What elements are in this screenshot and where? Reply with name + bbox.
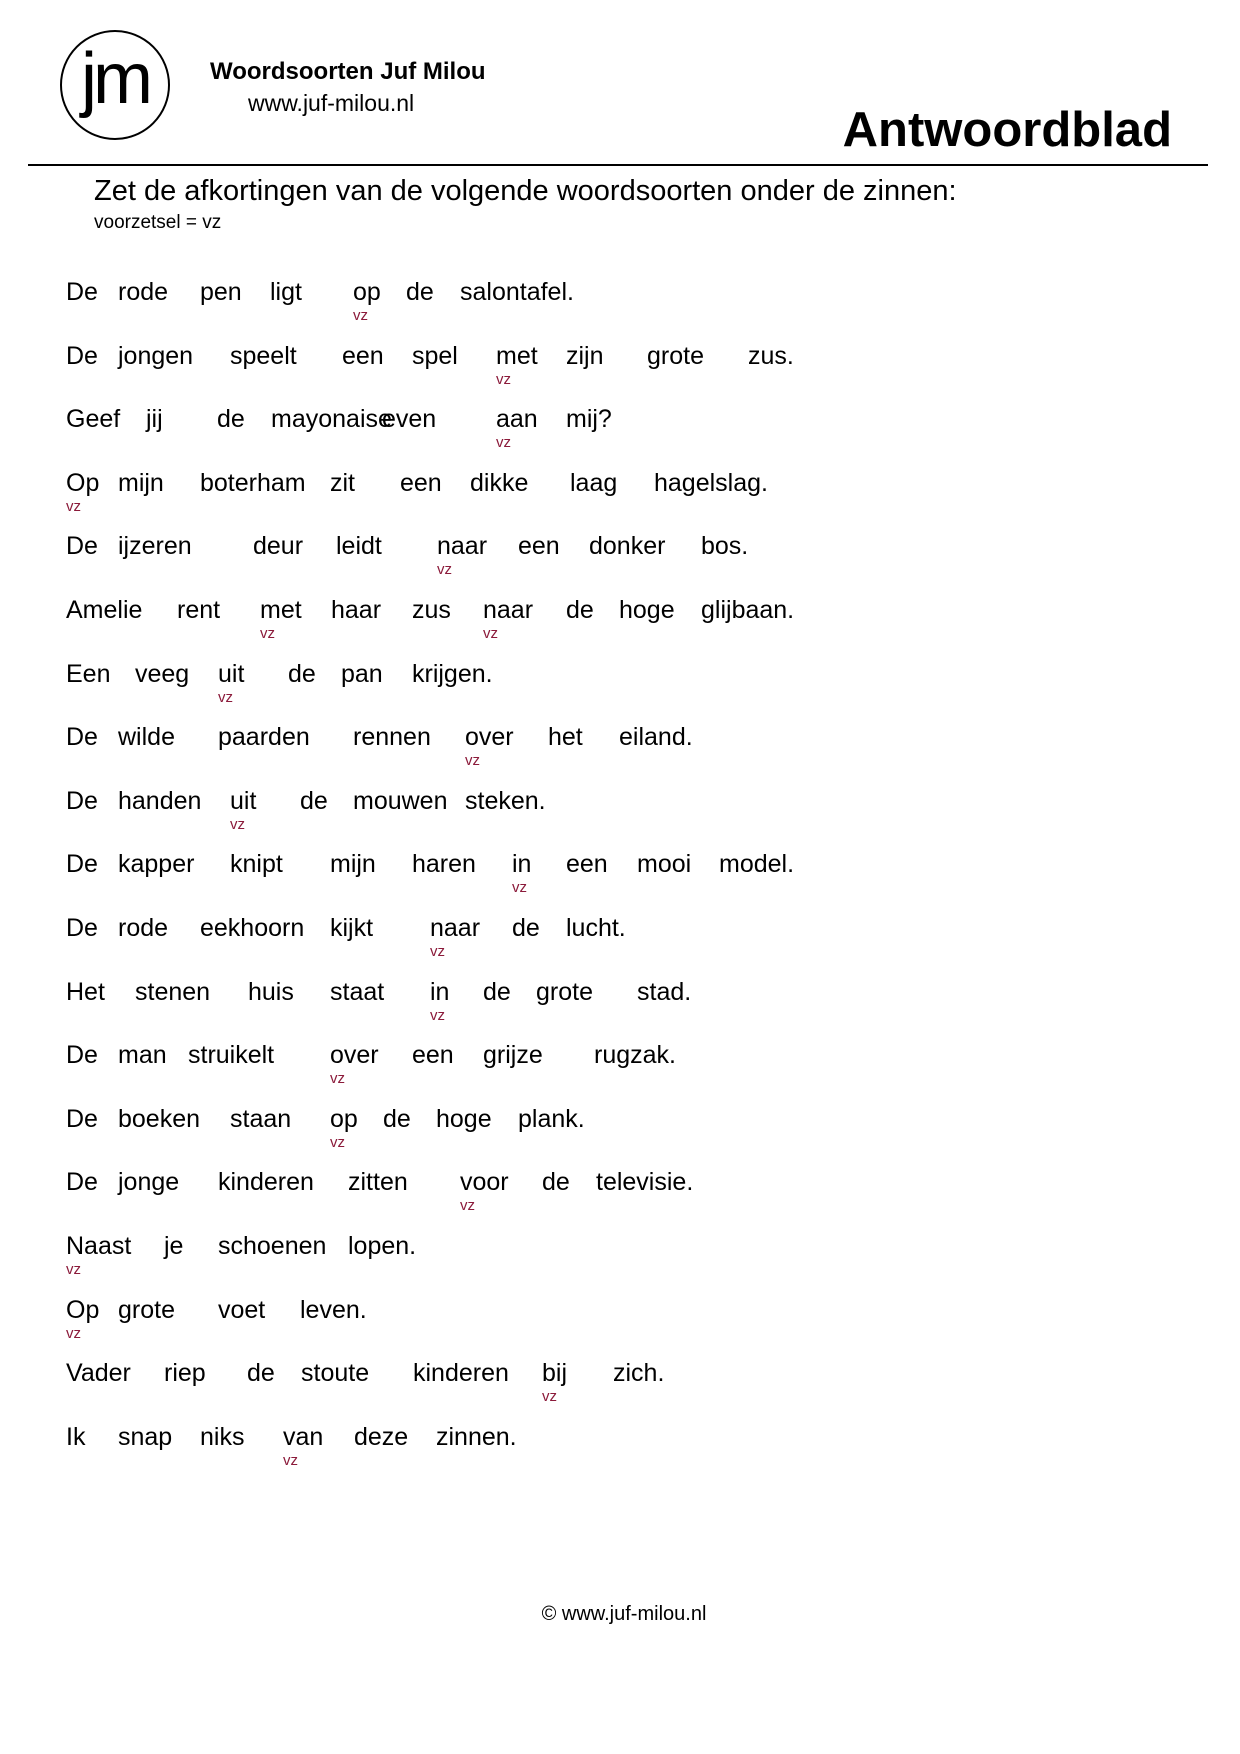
sentence-word: van vz — [283, 1422, 324, 1469]
sentence-word: een — [412, 1041, 454, 1070]
sentence-word: De — [66, 341, 98, 370]
sentence-row — [0, 404, 1240, 456]
sentence-word: rent — [177, 596, 221, 624]
sentence-word: haren — [412, 850, 476, 879]
word-type-tag: vz — [512, 879, 527, 897]
word-type-tag: vz — [218, 688, 233, 706]
sentence-word: De — [66, 850, 98, 879]
word-type-tag: vz — [542, 1388, 557, 1406]
sentence-row — [0, 1358, 1240, 1410]
sentence-row — [0, 1231, 1240, 1283]
word-type-tag: vz — [330, 1070, 345, 1088]
sentence-word: Ik — [66, 1422, 86, 1451]
sentence-word: mij? — [566, 405, 612, 434]
sentence-word: Naast vz — [66, 1232, 132, 1278]
sentence-word: model. — [719, 850, 795, 879]
sentence-word: kinderen — [218, 1168, 314, 1197]
sentence-word: kijkt — [330, 914, 374, 942]
sentence-word: De — [66, 532, 98, 561]
sentence-word: haar — [331, 596, 382, 624]
sentence-word: mooi — [637, 850, 692, 879]
sentence-word: riep — [164, 1359, 206, 1388]
sentence-word: over vz — [465, 723, 514, 770]
sentence-word: De — [66, 1168, 98, 1197]
sentence-word: veeg — [135, 659, 190, 688]
instruction-text: Zet de afkortingen van de volgende woordsoorten onder de zinnen: — [94, 175, 957, 207]
sentence-word: een — [566, 850, 608, 879]
sentence-word: speelt — [230, 341, 297, 370]
sentence-word: eekhoorn — [200, 914, 305, 942]
sentence-word: kapper — [118, 850, 195, 879]
sentence-row — [0, 1040, 1240, 1092]
sentence-word: zijn — [566, 341, 604, 370]
sentence-word: de — [300, 786, 328, 815]
word-type-tag: vz — [260, 625, 275, 642]
sentence-word: De — [66, 786, 98, 815]
footer — [0, 1603, 1240, 1626]
sentence-word: rennen — [353, 723, 431, 752]
sentence-word: zit — [330, 468, 355, 497]
sentence-word: pan — [341, 659, 383, 688]
sentence-row — [0, 468, 1240, 520]
sentence-word: Op vz — [66, 1295, 100, 1342]
sentence-word: Op vz — [66, 468, 100, 515]
sentence-row — [0, 1422, 1240, 1474]
sentence-word: op vz — [330, 1104, 358, 1151]
legend-text: voorzetsel = vz — [94, 212, 222, 233]
sentence-word: niks — [200, 1422, 245, 1451]
sentence-row — [0, 277, 1240, 329]
sentence-word: bos. — [701, 532, 749, 561]
sentence-row — [0, 913, 1240, 965]
sentence-word: grote — [118, 1295, 175, 1324]
sentence-word: knipt — [230, 850, 283, 879]
word-type-tag: vz — [496, 434, 511, 452]
sentence-word: De — [66, 1041, 98, 1070]
sentence-word: leidt — [336, 532, 382, 561]
sentence-word: naar vz — [437, 532, 488, 579]
sentence-word: je — [164, 1232, 184, 1260]
brand-url: www.juf-milou.nl — [248, 90, 415, 116]
page-title: Antwoordblad — [842, 103, 1172, 157]
sentence-word: De — [66, 723, 98, 752]
sentence-word: met vz — [260, 596, 302, 642]
sentence-word: grote — [536, 977, 593, 1006]
sentence-word: struikelt — [188, 1041, 275, 1070]
sentence-row — [0, 786, 1240, 838]
sentence-row — [0, 1104, 1240, 1156]
sentence-word: De — [66, 914, 98, 942]
sentence-word: man — [118, 1041, 167, 1070]
sentence-word: ijzeren — [118, 532, 192, 561]
sentence-word: Het — [66, 977, 105, 1006]
sentence-row — [0, 595, 1240, 647]
sentence-word: een — [342, 341, 384, 370]
sentence-word: de — [542, 1168, 570, 1197]
sentence-row — [0, 659, 1240, 711]
sentence-word: bij vz — [542, 1359, 568, 1406]
sentence-word: plank. — [518, 1104, 585, 1133]
word-type-tag: vz — [66, 1324, 81, 1342]
sentence-word: stad. — [637, 977, 692, 1006]
sentence-word: even — [382, 405, 437, 434]
sentence-word: jij — [146, 405, 163, 434]
sentence-word: lucht. — [566, 914, 626, 942]
sentence-word: staan — [230, 1104, 292, 1133]
sentence-word: deur — [253, 532, 304, 561]
sentence-word: stoute — [301, 1359, 370, 1388]
sentence-word: zus — [412, 596, 451, 624]
word-type-tag: vz — [430, 1006, 445, 1024]
word-type-tag: vz — [465, 752, 480, 770]
sentence-word: hoge — [436, 1104, 492, 1133]
sentence-row — [0, 1295, 1240, 1347]
sentence-word: grote — [647, 341, 704, 370]
sentence-word: schoenen — [218, 1232, 327, 1260]
word-type-tag: vz — [483, 625, 498, 642]
word-type-tag: vz — [460, 1197, 475, 1215]
sentence-word: Een — [66, 659, 111, 688]
sentence-word: jongen — [118, 341, 194, 370]
sentence-word: de — [512, 914, 540, 942]
sentence-word: grijze — [483, 1041, 543, 1070]
word-type-tag: vz — [437, 561, 452, 579]
sentence-word: glijbaan. — [701, 596, 795, 624]
sentence-word: de — [383, 1104, 411, 1133]
sentence-word: de — [288, 659, 316, 688]
sentence-word: zich. — [613, 1359, 665, 1388]
sentence-word: zus. — [748, 341, 794, 370]
sentence-word: mijn — [118, 468, 164, 497]
sentence-word: naar vz — [430, 914, 481, 960]
sentence-word: donker — [589, 532, 666, 561]
sentence-word: voor vz — [460, 1168, 509, 1215]
sentence-word: kinderen — [413, 1359, 509, 1388]
word-type-tag: vz — [330, 1133, 345, 1151]
sentence-word: televisie. — [596, 1168, 694, 1197]
sentence-word: zitten — [348, 1168, 408, 1197]
sentence-word: deze — [354, 1422, 409, 1451]
sentence-word: jonge — [118, 1168, 180, 1197]
sentence-word: een — [400, 468, 442, 497]
sentence-word: over vz — [330, 1041, 379, 1088]
sentence-word: zinnen. — [436, 1422, 517, 1451]
sentence-word: De — [66, 1104, 98, 1133]
sentence-word: dikke — [470, 468, 529, 497]
word-type-tag: vz — [496, 370, 511, 388]
brand-title: Woordsoorten Juf Milou — [210, 58, 486, 85]
sentence-word: paarden — [218, 723, 310, 752]
sentence-word: boterham — [200, 468, 306, 497]
sentence-word: Amelie — [66, 596, 143, 624]
sentence-row — [0, 977, 1240, 1029]
sentence-word: rugzak. — [594, 1041, 676, 1070]
sentence-row — [0, 1167, 1240, 1219]
sentence-word: wilde — [118, 723, 175, 752]
sentence-word: in vz — [430, 977, 450, 1024]
sentence-word: naar vz — [483, 596, 534, 642]
sentence-word: handen — [118, 786, 202, 815]
sentence-word: uit vz — [218, 659, 245, 706]
sentence-word: laag — [570, 468, 618, 497]
sentence-word: salontafel. — [460, 278, 574, 306]
sentence-word: Vader — [66, 1359, 131, 1388]
word-type-tag: vz — [66, 1261, 81, 1278]
sentence-word: hoge — [619, 596, 675, 624]
sentence-word: De — [66, 278, 98, 306]
sentence-word: steken. — [465, 786, 546, 815]
sentence-word: pen — [200, 278, 242, 306]
logo-text: jm — [81, 39, 149, 119]
sentence-word: spel — [412, 341, 458, 370]
sentence-word: snap — [118, 1422, 173, 1451]
sentence-word: huis — [248, 977, 294, 1006]
sentence-word: de — [483, 977, 511, 1006]
sentence-row — [0, 722, 1240, 774]
sentence-word: leven. — [300, 1295, 367, 1324]
sentence-word: mayonaise — [271, 405, 392, 434]
footer-copyright: © www.juf-milou.nl — [541, 1603, 707, 1625]
sentence-word: de — [566, 596, 594, 624]
sentence-word: met vz — [496, 341, 538, 388]
sentence-word: op vz — [353, 278, 381, 324]
sentence-word: een — [518, 532, 560, 561]
word-type-tag: vz — [230, 815, 245, 833]
sentence-row — [0, 849, 1240, 901]
sentence-word: boeken — [118, 1104, 201, 1133]
sentence-word: uit vz — [230, 786, 257, 833]
word-type-tag: vz — [66, 497, 81, 515]
sentence-word: ligt — [270, 278, 302, 306]
word-type-tag: vz — [283, 1451, 298, 1469]
sentence-word: het — [548, 723, 583, 752]
word-type-tag: vz — [353, 307, 368, 324]
sentence-word: aan vz — [496, 405, 538, 452]
word-type-tag: vz — [430, 943, 445, 960]
sentence-word: de — [217, 405, 245, 434]
sentence-word: eiland. — [619, 723, 693, 752]
sentence-word: rode — [118, 278, 169, 306]
sentence-word: de — [247, 1359, 275, 1388]
sentence-word: lopen. — [348, 1232, 417, 1260]
sentence-word: de — [406, 278, 434, 306]
sentence-word: krijgen. — [412, 659, 493, 688]
sentence-word: Geef — [66, 405, 121, 434]
sentence-word: stenen — [135, 977, 211, 1006]
sentence-word: mijn — [330, 850, 376, 879]
sentence-word: voet — [218, 1295, 266, 1324]
sentence-word: mouwen — [353, 786, 448, 815]
sentence-word: hagelslag. — [654, 468, 768, 497]
sentence-row — [0, 531, 1240, 583]
sentence-word: rode — [118, 914, 169, 942]
sentence-word: staat — [330, 977, 385, 1006]
sentence-row — [0, 341, 1240, 393]
sentence-word: in vz — [512, 850, 532, 897]
